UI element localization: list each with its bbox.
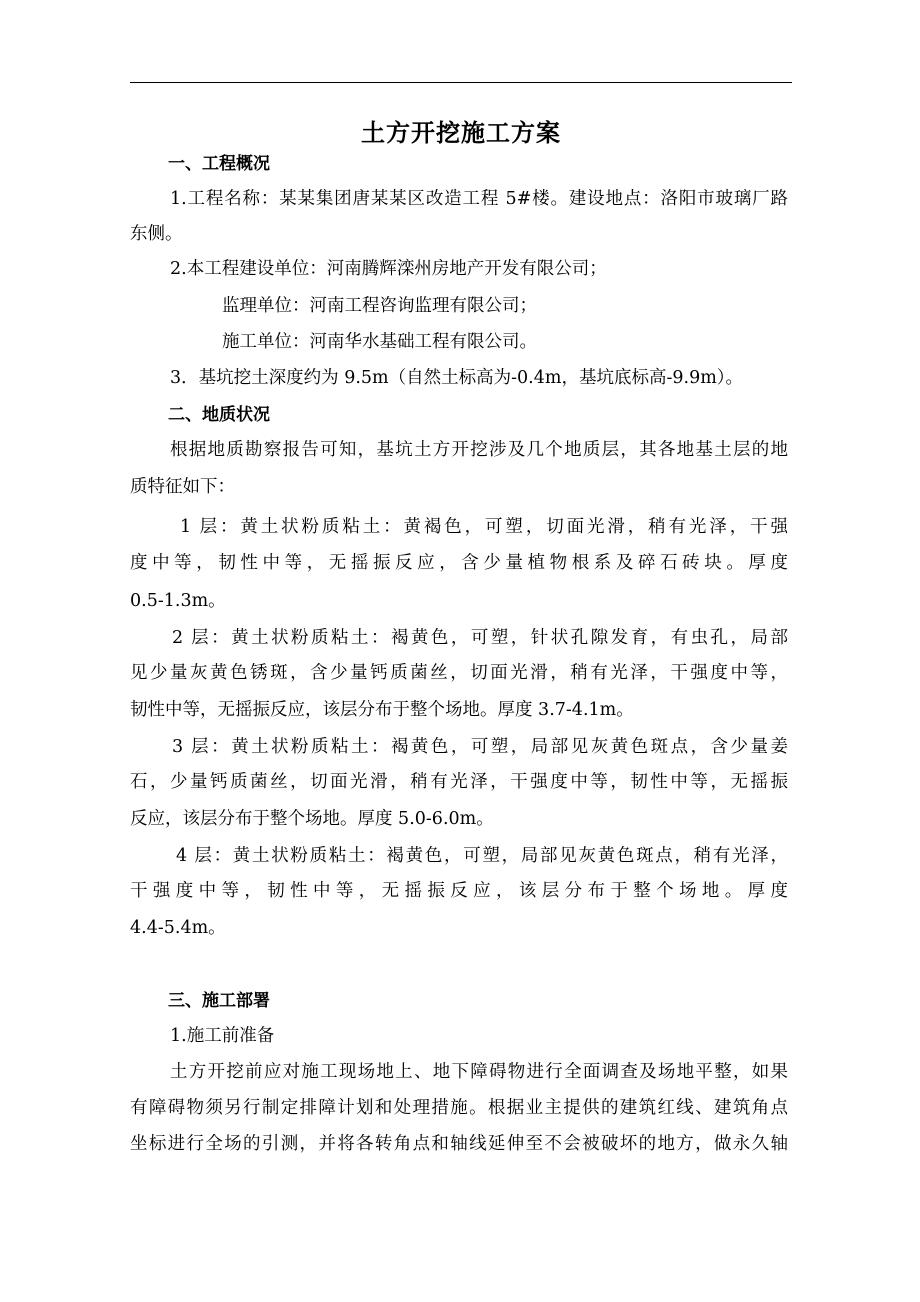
layer-3-line: 反应，该层分布于整个场地。厚度 5.0-6.0m。 <box>130 809 494 829</box>
project-name-line: 1.工程名称：某某集团唐某某区改造工程 5#楼。建设地点：洛阳市玻璃厂路 <box>170 189 788 209</box>
geology-intro-line: 质特征如下： <box>130 477 235 497</box>
document-title: 土方开挖施工方案 <box>361 118 561 147</box>
excavation-depth-line: 3．基坑挖土深度约为 9.5m（自然土标高为-0.4m，基坑底标高-9.9m）。 <box>170 368 744 388</box>
project-name-line: 东侧。 <box>130 224 183 244</box>
client-unit-line: 2.本工程建设单位：河南腾辉滦州房地产开发有限公司； <box>170 259 607 279</box>
layer-3-line: 石，少量钙质菌丝，切面光滑，稍有光泽，干强度中等，韧性中等，无摇振 <box>130 772 788 792</box>
layer-4-line: 4 层：黄土状粉质粘土：褐黄色，可塑，局部见灰黄色斑点，稍有光泽， <box>176 846 788 866</box>
layer-4-line: 4.4-5.4m。 <box>130 918 226 938</box>
layer-1-line: 度中等，韧性中等，无摇振反应，含少量植物根系及碎石砖块。厚度 <box>130 553 788 573</box>
section-heading-deployment: 三、施工部署 <box>168 991 270 1011</box>
preparation-paragraph-line: 有障碍物须另行制定排障计划和处理措施。根据业主提供的建筑红线、建筑角点 <box>130 1098 788 1118</box>
layer-4-line: 干强度中等，韧性中等，无摇振反应，该层分布于整个场地。厚度 <box>130 881 788 901</box>
layer-1-line: 0.5-1.3m。 <box>130 591 226 611</box>
preparation-paragraph-line: 土方开挖前应对施工现场地上、地下障碍物进行全面调查及场地平整，如果 <box>170 1062 788 1082</box>
layer-2-line: 2 层：黄土状粉质粘土：褐黄色，可塑，针状孔隙发育，有虫孔，局部 <box>172 628 788 648</box>
geology-intro-line: 根据地质勘察报告可知，基坑土方开挖涉及几个地质层，其各地基土层的地 <box>170 440 788 460</box>
layer-2-line: 见少量灰黄色锈斑，含少量钙质菌丝，切面光滑，稍有光泽，干强度中等， <box>130 663 788 683</box>
header-rule <box>130 82 792 83</box>
section-heading-overview: 一、工程概况 <box>168 154 270 174</box>
preparation-paragraph-line: 坐标进行全场的引测，并将各转角点和轴线延伸至不会被破坏的地方，做永久轴 <box>130 1134 788 1154</box>
layer-2-line: 韧性中等，无摇振反应，该层分布于整个场地。厚度 3.7-4.1m。 <box>130 700 634 720</box>
layer-3-line: 3 层：黄土状粉质粘土：褐黄色，可塑，局部见灰黄色斑点，含少量姜 <box>172 737 788 757</box>
subsection-heading-preparation: 1.施工前准备 <box>170 1026 275 1046</box>
supervisor-unit-line: 监理单位：河南工程咨询监理有限公司； <box>222 296 537 316</box>
section-heading-geology: 二、地质状况 <box>168 405 270 425</box>
contractor-unit-line: 施工单位：河南华水基础工程有限公司。 <box>222 332 537 352</box>
layer-1-line: 1 层：黄土状粉质粘土：黄褐色，可塑，切面光滑，稍有光泽，干强 <box>180 517 788 537</box>
